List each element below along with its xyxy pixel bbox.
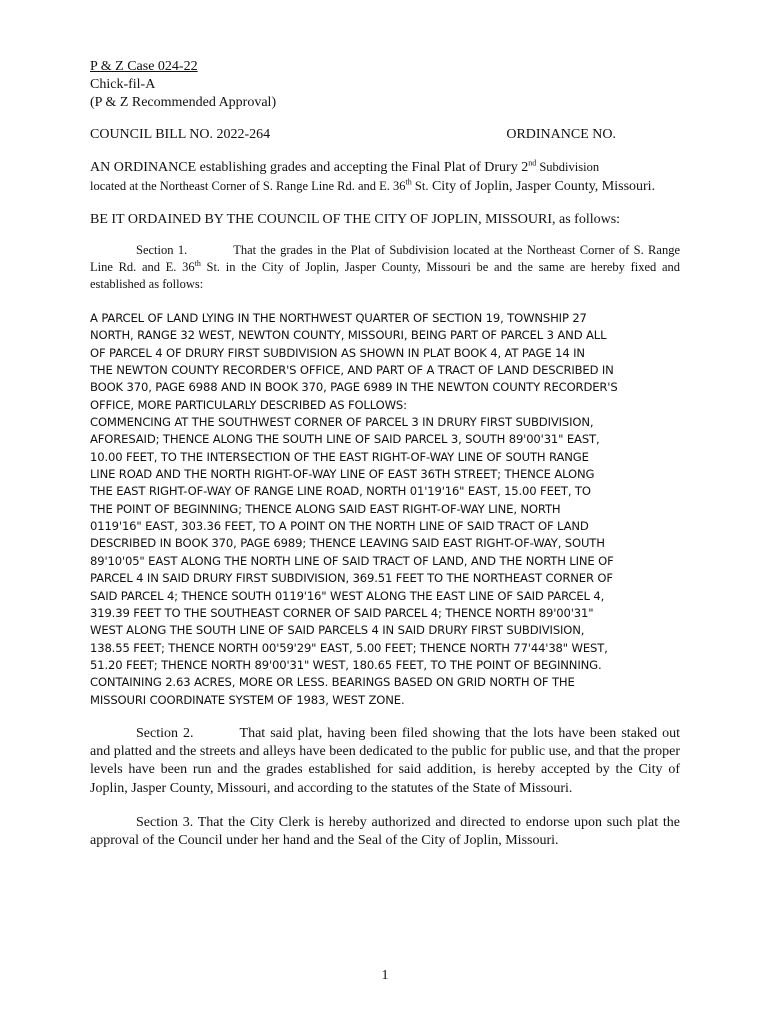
document-page xyxy=(90,58,680,850)
case-number: P & Z Case 024-22 xyxy=(90,59,198,74)
ordinance-title: AN ORDINANCE establishing grades and accepting the Final Plat of Drury 2nd Subdivision located at the Northeast Corner of S. Range Line Rd. and E. 36th St. City of Joplin, Jasper County, Missouri. xyxy=(90,158,656,194)
applicant-name: Chick-fil-A xyxy=(90,77,156,92)
section-1-label: Section 1. xyxy=(136,243,188,257)
section-3: Section 3. That the City Clerk is hereby authorized and directed to endorse upon such plat the approval of the Council under her hand and the Seal of the City of Joplin, Missouri. xyxy=(90,814,680,848)
section-2-label: Section 2. xyxy=(136,725,194,741)
section-1: Section 1. That the grades in the Plat of Subdivision located at the Northeast Corner of S. Range Line Rd. and E. 36th St. in the City of Joplin, Jasper County, Missouri be and the same are hereby fixed and established as follows: xyxy=(90,243,680,291)
recommendation-status: (P & Z Recommended Approval) xyxy=(90,95,277,110)
council-bill-number: COUNCIL BILL NO. 2022-264 xyxy=(90,127,271,142)
ordaining-clause: BE IT ORDAINED BY THE COUNCIL OF THE CITY OF JOPLIN, MISSOURI, as follows: xyxy=(90,212,621,227)
section-2: Section 2. That said plat, having been filed showing that the lots have been staked out and platted and the streets and alleys have been dedicated to the public for public use, and that the proper levels have been run and the grades established for said addition, is hereby accepted by the City of Joplin, Jasper County, Missouri, and according to the statutes of the State of Missouri. xyxy=(90,725,681,796)
bill-row xyxy=(90,127,680,143)
ordinance-number: ORDINANCE NO. xyxy=(506,127,616,142)
page-number: 1 xyxy=(381,968,389,983)
legal-description: A PARCEL OF LAND LYING IN THE NORTHWEST QUARTER OF SECTION 19, TOWNSHIP 27 NORTH, RANGE 32 WEST, NEWTON COUNTY, MISSOURI, BEING PART OF PARCEL 3 AND ALL OF PARCEL 4 OF DRURY FIRST SUBDIVISION AS SHOWN IN PLAT BOOK 4, AT PAGE 14 IN THE NEWTON COUNTY RECORDER'S OFFICE, AND PART OF A TRACT OF LAND DESCRIBED IN BOOK 370, PAGE 6988 AND IN BOOK 370, PAGE 6989 IN THE NEWTON COUNTY RECORDER'S OFFICE, MORE PARTICULARLY DESCRIBED AS FOLLOWS: COMMENCING AT THE SOUTHWEST CORNER OF PARCEL 3 IN DRURY FIRST SUBDIVISION, AFORESAID; THENCE ALONG THE SOUTH LINE OF SAID PARCEL 3, SOUTH 89'00'31" EAST, 10.00 FEET, TO THE INTERSECTION OF THE EAST RIGHT-OF-WAY LINE OF SOUTH RANGE LINE ROAD AND THE NORTH RIGHT-OF-WAY LINE OF EAST 36TH STREET; THENCE ALONG THE EAST RIGHT-OF-WAY OF RANGE LINE ROAD, NORTH 01'19'16" EAST, 15.00 FEET, TO THE POINT OF BEGINNING; THENCE ALONG SAID EAST RIGHT-OF-WAY LINE, NORTH 0119'16" EAST, 303.36 FEET, TO A POINT ON THE NORTH LINE OF SAID TRACT OF LAND DESCRIBED IN BOOK 370, PAGE 6989; THENCE LEAVING SAID EAST RIGHT-OF-WAY, SOUTH 89'10'05" EAST ALONG THE NORTH LINE OF SAID TRACT OF LAND, AND THE NORTH LINE OF PARCEL 4 IN SAID DRURY FIRST SUBDIVISION, 369.51 FEET TO THE NORTHEAST CORNER OF SAID PARCEL 4; THENCE SOUTH 0119'16" WEST ALONG THE EAST LINE OF SAID PARCEL 4, 319.39 FEET TO THE SOUTHEAST CORNER OF SAID PARCEL 4; THENCE NORTH 89'00'31" WEST ALONG THE SOUTH LINE OF SAID PARCELS 4 IN SAID DRURY FIRST SUBDIVISION, 138.55 FEET; THENCE NORTH 00'59'29" EAST, 5.00 FEET; THENCE NORTH 77'44'38" WEST, 51.20 FEET; THENCE NORTH 89'00'31" WEST, 180.65 FEET, TO THE POINT OF BEGINNING. CONTAINING 2.63 ACRES, MORE OR LESS. BEARINGS BASED ON GRID NORTH OF THE MISSOURI COORDINATE SYSTEM OF 1983, WEST ZONE. xyxy=(90,311,618,707)
